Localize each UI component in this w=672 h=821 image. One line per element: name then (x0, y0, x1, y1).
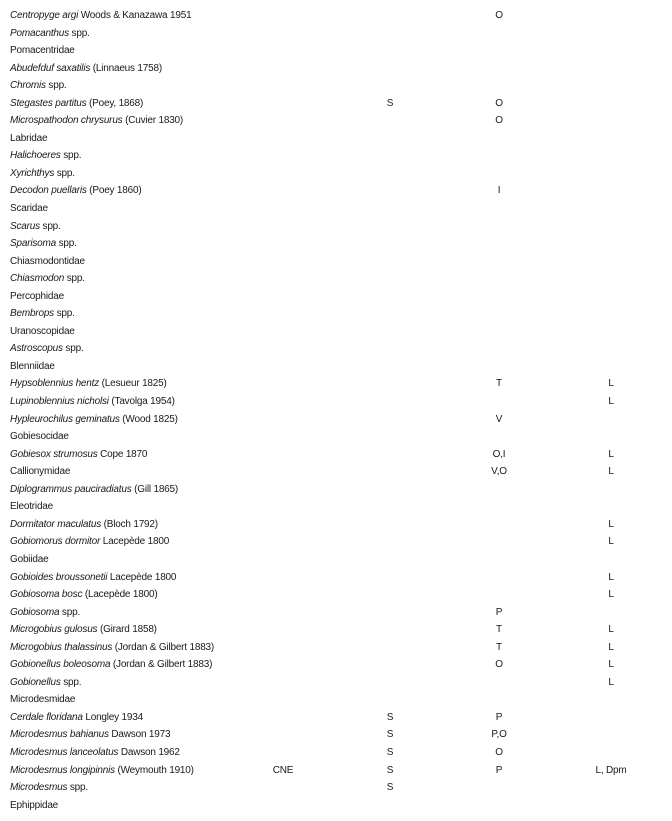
table-row (0, 305, 672, 323)
col-habitat-code-value: O (495, 746, 503, 758)
table-row (0, 516, 672, 534)
taxon-authority: spp. (56, 238, 77, 250)
taxon-authority: (Girard 1858) (97, 624, 157, 636)
taxon-authority: Percophidae (10, 290, 64, 302)
taxon-name (10, 779, 88, 797)
col-stage-code-value: L (608, 571, 614, 583)
taxon-authority: Longley 1934 (82, 711, 143, 723)
taxon-name (10, 147, 81, 165)
taxon-authority: Gobiidae (10, 553, 49, 565)
col-stage-code-value: L (608, 641, 614, 653)
taxon-name-italic: Decodon puellaris (10, 185, 87, 197)
taxon-name-italic: Xyrichthys (10, 167, 55, 179)
taxon-authority: Dawson 1962 (118, 746, 180, 758)
taxon-authority: spp. (45, 80, 67, 92)
table-row (0, 112, 672, 130)
table-row (0, 95, 672, 113)
taxon-name-italic: Microspathodon chrysurus (10, 115, 123, 127)
taxon-name (10, 604, 80, 622)
col-habitat-code-value: O,I (492, 448, 506, 460)
col-habitat-code-value: V,O (491, 466, 507, 478)
taxon-name (10, 481, 178, 499)
taxon-name (10, 200, 48, 218)
col-habitat-code-value: O (495, 97, 503, 109)
taxon-authority: spp. (54, 167, 75, 179)
table-row (0, 147, 672, 165)
taxon-name (10, 25, 90, 43)
taxon-name-italic: Gobiosoma bosc (10, 589, 83, 601)
col-stage-code-value: L (608, 659, 614, 671)
col-stage-code-value: L (608, 624, 614, 636)
taxon-authority: (Bloch 1792) (101, 518, 158, 530)
table-row (0, 691, 672, 709)
taxon-authority: Scaridae (10, 203, 48, 215)
table-row (0, 77, 672, 95)
taxon-name (10, 674, 81, 692)
table-row (0, 533, 672, 551)
taxon-name-italic: Pomacanthus (10, 27, 69, 39)
taxon-name (10, 235, 77, 253)
taxon-authority: spp. (53, 308, 75, 320)
col-s-value: S (386, 97, 394, 109)
taxon-name (10, 270, 85, 288)
taxon-name (10, 709, 143, 727)
table-row (0, 621, 672, 639)
taxon-name (10, 358, 55, 376)
taxon-name (10, 656, 212, 674)
taxon-name (10, 498, 53, 516)
taxon-authority: spp. (59, 606, 81, 618)
taxon-name (10, 60, 162, 78)
taxon-name (10, 165, 75, 183)
table-row (0, 639, 672, 657)
table-row (0, 253, 672, 271)
table-row (0, 481, 672, 499)
taxon-name (10, 288, 64, 306)
taxon-authority: (Poey 1860) (86, 185, 142, 197)
col-stage-code-value: L (608, 676, 614, 688)
taxon-name (10, 516, 158, 534)
taxon-name-italic: Gobiosoma (10, 606, 60, 618)
taxon-name-italic: Gobioides broussonetii (10, 571, 108, 583)
taxon-name-italic: Lupinoblennius nicholsi (10, 396, 109, 408)
taxon-authority: spp. (60, 150, 82, 162)
taxon-name-italic: Bembrops (10, 308, 54, 320)
taxon-name (10, 253, 85, 271)
taxon-name-italic: Halichoeres (10, 150, 61, 162)
col-s-value: S (386, 782, 394, 794)
table-row (0, 182, 672, 200)
taxon-name (10, 797, 58, 815)
table-row (0, 446, 672, 464)
taxon-name (10, 569, 176, 587)
col-stage-code-value: L (608, 448, 614, 460)
taxon-authority: Chiasmodontidae (10, 255, 85, 267)
taxon-authority: Microdesmidae (10, 694, 76, 706)
taxon-name (10, 340, 84, 358)
table-row (0, 411, 672, 429)
taxon-name-italic: Gobionellus boleosoma (10, 659, 111, 671)
table-row (0, 586, 672, 604)
taxon-name (10, 393, 175, 411)
taxon-authority: (Jordan & Gilbert 1883) (110, 659, 213, 671)
taxon-name-italic: Hypleurochilus geminatus (10, 413, 120, 425)
taxon-authority: (Lacepède 1800) (82, 589, 158, 601)
table-row (0, 7, 672, 25)
taxon-authority: (Weymouth 1910) (114, 764, 194, 776)
taxon-name (10, 77, 67, 95)
taxon-name (10, 375, 167, 393)
taxa-table (0, 7, 672, 814)
taxon-authority: Dawson 1973 (108, 729, 171, 741)
col-stage-code-value: L (608, 536, 614, 548)
taxon-authority: (Wood 1825) (119, 413, 178, 425)
table-row (0, 288, 672, 306)
taxon-authority: (Lesueur 1825) (99, 378, 167, 390)
table-row (0, 498, 672, 516)
table-row (0, 428, 672, 446)
table-row (0, 340, 672, 358)
taxon-authority: (Gill 1865) (131, 483, 179, 495)
taxon-name-italic: Astroscopus (10, 343, 63, 355)
col-habitat-code-value: P (495, 764, 503, 776)
col-stage-code-value: L, Dpm (595, 764, 627, 776)
table-row (0, 569, 672, 587)
table-row (0, 551, 672, 569)
col-s-value: S (386, 729, 394, 741)
taxon-name-italic: Microdesmus lanceolatus (10, 746, 119, 758)
taxon-name (10, 305, 75, 323)
taxon-name-italic: Chiasmodon (10, 273, 65, 285)
taxon-authority: Labridae (10, 132, 48, 144)
table-row (0, 604, 672, 622)
col-cne-value: CNE (272, 764, 294, 776)
taxon-name (10, 744, 180, 762)
col-habitat-code-value: T (496, 641, 502, 653)
table-row (0, 25, 672, 43)
table-row (0, 744, 672, 762)
taxon-name-italic: Microdesmus longipinnis (10, 764, 115, 776)
taxon-name (10, 762, 194, 780)
taxon-name-italic: Chromis (10, 80, 46, 92)
table-row (0, 656, 672, 674)
taxon-name (10, 621, 157, 639)
col-habitat-code-value: P,O (491, 729, 507, 741)
col-stage-code-value: L (608, 466, 614, 478)
col-stage-code-value: L (608, 518, 614, 530)
taxon-name (10, 411, 178, 429)
taxon-authority: Pomacentridae (10, 45, 75, 57)
col-habitat-code-value: I (497, 185, 501, 197)
taxon-name (10, 533, 169, 551)
taxon-name (10, 639, 214, 657)
table-row (0, 779, 672, 797)
table-row (0, 797, 672, 815)
col-habitat-code-value: O (495, 10, 503, 21)
taxon-name (10, 726, 170, 744)
col-s-value: S (386, 746, 394, 758)
col-s-value: S (386, 764, 394, 776)
taxon-name-italic: Microdesmus (10, 782, 68, 794)
taxon-authority: (Linnaeus 1758) (90, 62, 162, 74)
table-row (0, 130, 672, 148)
taxon-name-italic: Sparisoma (10, 238, 56, 250)
taxon-name (10, 586, 157, 604)
taxon-authority: Callionymidae (10, 466, 71, 478)
taxon-name (10, 112, 183, 130)
taxon-authority: (Poey, 1868) (86, 97, 144, 109)
col-stage-code-value: L (608, 396, 614, 408)
taxon-name (10, 42, 75, 60)
table-row (0, 463, 672, 481)
table-row (0, 358, 672, 376)
taxon-name (10, 428, 69, 446)
taxon-name-italic: Microdesmus bahianus (10, 729, 109, 741)
taxon-name-italic: Abudefduf saxatilis (10, 62, 91, 74)
taxon-name (10, 323, 75, 341)
taxon-name (10, 95, 143, 113)
taxon-authority: Cope 1870 (97, 448, 148, 460)
taxon-name-italic: Centropyge argi (10, 10, 79, 21)
table-row (0, 674, 672, 692)
table-row (0, 375, 672, 393)
taxon-name-italic: Cerdale floridana (10, 711, 83, 723)
taxon-name-italic: Dormitator maculatus (10, 518, 102, 530)
taxon-authority: Gobiesocidae (10, 431, 69, 443)
taxon-authority: (Tavolga 1954) (108, 396, 175, 408)
taxon-name-italic: Diplogrammus pauciradiatus (10, 483, 132, 495)
table-row (0, 218, 672, 236)
table-row (0, 270, 672, 288)
table-row (0, 165, 672, 183)
taxon-authority: spp. (64, 273, 85, 285)
table-row (0, 60, 672, 78)
col-habitat-code-value: T (496, 378, 502, 390)
table-row (0, 726, 672, 744)
col-habitat-code-value: P (495, 606, 503, 618)
col-habitat-code-value: P (495, 711, 503, 723)
table-row (0, 709, 672, 727)
col-stage-code-value: L (608, 589, 614, 601)
taxon-authority: (Cuvier 1830) (122, 115, 184, 127)
col-habitat-code-value: O (495, 659, 503, 671)
taxon-name-italic: Scarus (10, 220, 40, 232)
taxon-name (10, 182, 142, 200)
taxon-authority: spp. (60, 676, 82, 688)
taxon-authority: Uranoscopidae (10, 325, 75, 337)
col-habitat-code-value: V (495, 413, 503, 425)
taxon-name (10, 218, 61, 236)
taxon-authority: Blenniidae (10, 360, 55, 372)
taxon-name-italic: Gobiomorus dormitor (10, 536, 101, 548)
taxon-authority: Eleotridae (10, 501, 54, 513)
col-stage-code-value: L (608, 378, 614, 390)
taxon-authority: Lacepède 1800 (107, 571, 177, 583)
col-habitat-code-value: O (495, 115, 503, 127)
taxon-authority: spp. (67, 782, 88, 794)
taxon-name-italic: Hypsoblennius hentz (10, 378, 100, 390)
taxon-authority: Woods & Kanazawa 1951 (78, 10, 192, 21)
taxon-authority: Lacepède 1800 (100, 536, 170, 548)
taxon-authority: spp. (62, 343, 84, 355)
table-row (0, 393, 672, 411)
taxon-name-italic: Gobionellus (10, 676, 61, 688)
taxon-name-italic: Stegastes partitus (10, 97, 87, 109)
taxon-authority: spp. (39, 220, 61, 232)
taxon-authority: Ephippidae (10, 799, 59, 811)
table-row (0, 323, 672, 341)
taxon-name-italic: Microgobius thalassinus (10, 641, 113, 653)
taxon-authority: (Jordan & Gilbert 1883) (112, 641, 215, 653)
taxon-name (10, 7, 191, 25)
taxon-authority: spp. (68, 27, 90, 39)
table-row (0, 762, 672, 780)
taxon-name-italic: Microgobius gulosus (10, 624, 98, 636)
taxon-name (10, 446, 147, 464)
taxon-name (10, 130, 47, 148)
taxon-name-italic: Gobiesox strumosus (10, 448, 98, 460)
taxon-name (10, 551, 48, 569)
col-s-value: S (386, 711, 394, 723)
col-habitat-code-value: T (496, 624, 502, 636)
table-row (0, 235, 672, 253)
taxon-name (10, 691, 75, 709)
table-row (0, 42, 672, 60)
taxon-name (10, 463, 70, 481)
table-row (0, 200, 672, 218)
